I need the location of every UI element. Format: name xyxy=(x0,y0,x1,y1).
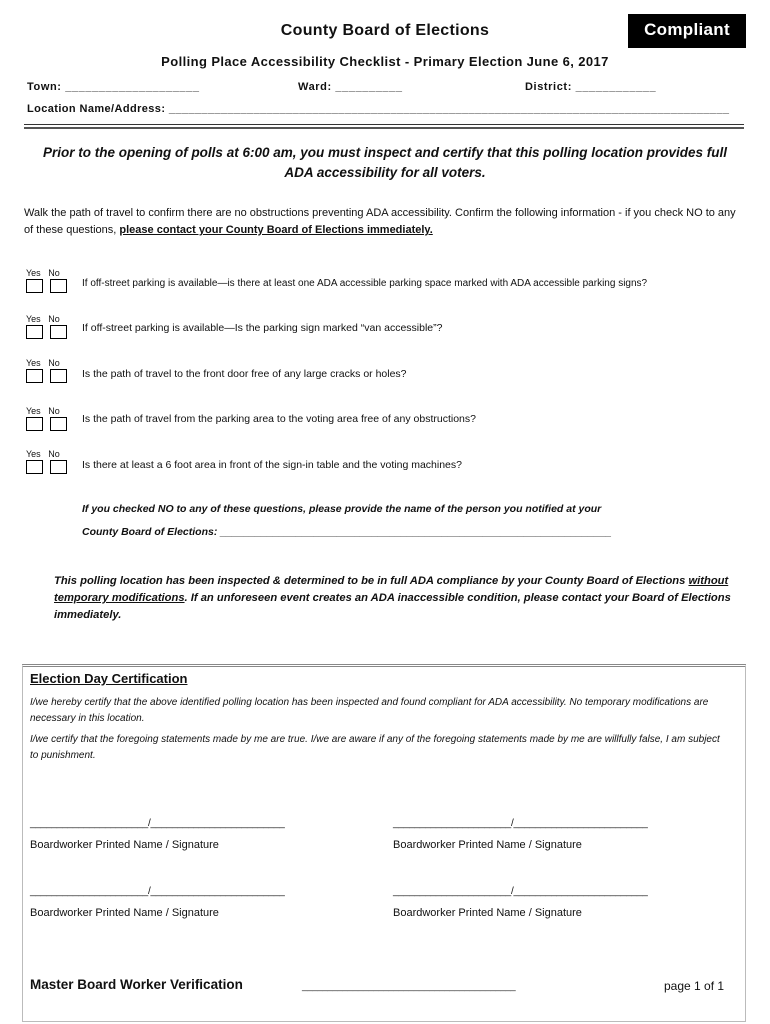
no-checkbox[interactable] xyxy=(50,460,67,474)
signature-label: Boardworker Printed Name / Signature xyxy=(393,907,582,919)
yes-no-labels xyxy=(26,358,67,368)
question-text: If off-street parking is available—is there at least one ADA accessible parking space marked with ADA accessible parking signs? xyxy=(82,278,648,289)
divider xyxy=(24,127,744,129)
instructions-text: Walk the path of travel to confirm there are no obstructions preventing ADA accessibility. Confirm the following information - if you check NO to any of these questions, xyxy=(24,207,736,236)
yes-label: Yes xyxy=(26,406,41,416)
instructions-emphasis: please contact your County Board of Elections immediately. xyxy=(119,224,433,236)
yes-no-labels xyxy=(26,406,67,416)
no-label: No xyxy=(48,406,60,416)
divider xyxy=(24,124,744,125)
master-verification-label: Master Board Worker Verification xyxy=(30,977,243,992)
question-text: Is the path of travel to the front door free of any large cracks or holes? xyxy=(82,368,407,380)
compliance-statement xyxy=(54,573,734,624)
certification-title: Election Day Certification xyxy=(30,671,188,686)
certification-paragraph: I/we certify that the foregoing statements made by me are true. I/we are aware if any of the foregoing statements made by me are willfully false, I am subject to punishment. xyxy=(30,734,720,761)
question-row xyxy=(26,268,67,298)
yes-checkbox[interactable] xyxy=(26,460,43,474)
question-text: If off-street parking is available—Is the parking sign marked “van accessible”? xyxy=(82,322,443,334)
page-number: page 1 of 1 xyxy=(664,979,725,993)
no-label: No xyxy=(48,268,60,278)
town-field[interactable]: Town: ____________________ xyxy=(27,81,200,93)
compliance-text-2: . If an unforeseen event creates an ADA inaccessible condition, please contact your Board of Elections immediately. xyxy=(54,592,731,621)
signature-line[interactable]: ______________________/_________________________ xyxy=(30,818,285,829)
yes-checkbox[interactable] xyxy=(26,279,43,293)
certification-paragraph: I/we hereby certify that the above identified polling location has been inspected and found compliant for ADA accessibility. No temporary modifications are necessary in this location. xyxy=(30,697,709,724)
question-text: Is there at least a 6 foot area in front of the sign-in table and the voting machines? xyxy=(82,459,462,471)
yes-checkbox[interactable] xyxy=(26,417,43,431)
notified-person-field[interactable]: County Board of Elections: ___________________________________________________________________ xyxy=(82,526,612,538)
notification-instruction: If you checked NO to any of these questions, please provide the name of the person you notified at your xyxy=(82,503,602,515)
question-text: Is the path of travel from the parking area to the voting area free of any obstructions? xyxy=(82,413,476,425)
signature-line[interactable]: ______________________/_________________________ xyxy=(30,886,285,897)
yes-checkbox[interactable] xyxy=(26,325,43,339)
no-checkbox[interactable] xyxy=(50,325,67,339)
yes-no-labels xyxy=(26,449,67,459)
question-row xyxy=(26,358,67,388)
signature-line[interactable]: ______________________/_________________________ xyxy=(393,818,648,829)
question-row xyxy=(26,314,67,344)
no-label: No xyxy=(48,358,60,368)
compliance-underlined: without temporary modifications xyxy=(54,575,729,604)
yes-label: Yes xyxy=(26,358,41,368)
no-checkbox[interactable] xyxy=(50,279,67,293)
yes-label: Yes xyxy=(26,268,41,278)
district-field[interactable]: District: ____________ xyxy=(525,81,657,93)
no-label: No xyxy=(48,449,60,459)
page-title: County Board of Elections xyxy=(280,22,490,39)
yes-no-labels xyxy=(26,268,67,278)
signature-label: Boardworker Printed Name / Signature xyxy=(393,839,582,851)
compliance-text: This polling location has been inspected & determined to be in full ADA compliance by your County Board of Elections xyxy=(54,575,689,587)
intro-statement: Prior to the opening of polls at 6:00 am, you must inspect and certify that this polling location provides full ADA accessibility for all voters. xyxy=(42,145,728,180)
no-checkbox[interactable] xyxy=(50,417,67,431)
yes-label: Yes xyxy=(26,449,41,459)
no-checkbox[interactable] xyxy=(50,369,67,383)
signature-label: Boardworker Printed Name / Signature xyxy=(30,839,219,851)
instructions xyxy=(24,205,744,239)
master-signature-line[interactable]: __________________________________________ xyxy=(302,981,516,992)
signature-line[interactable]: ______________________/_________________________ xyxy=(393,886,648,897)
compliant-badge: Compliant xyxy=(628,14,746,48)
yes-checkbox[interactable] xyxy=(26,369,43,383)
question-row xyxy=(26,449,67,479)
yes-label: Yes xyxy=(26,314,41,324)
location-field[interactable]: Location Name/Address: ______________________________________________________________________________________ xyxy=(27,103,730,115)
signature-label: Boardworker Printed Name / Signature xyxy=(30,907,219,919)
ward-field[interactable]: Ward: __________ xyxy=(298,81,403,93)
yes-no-labels xyxy=(26,314,67,324)
question-row xyxy=(26,406,67,436)
no-label: No xyxy=(48,314,60,324)
page-subtitle: Polling Place Accessibility Checklist - Primary Election June 6, 2017 xyxy=(161,54,609,69)
